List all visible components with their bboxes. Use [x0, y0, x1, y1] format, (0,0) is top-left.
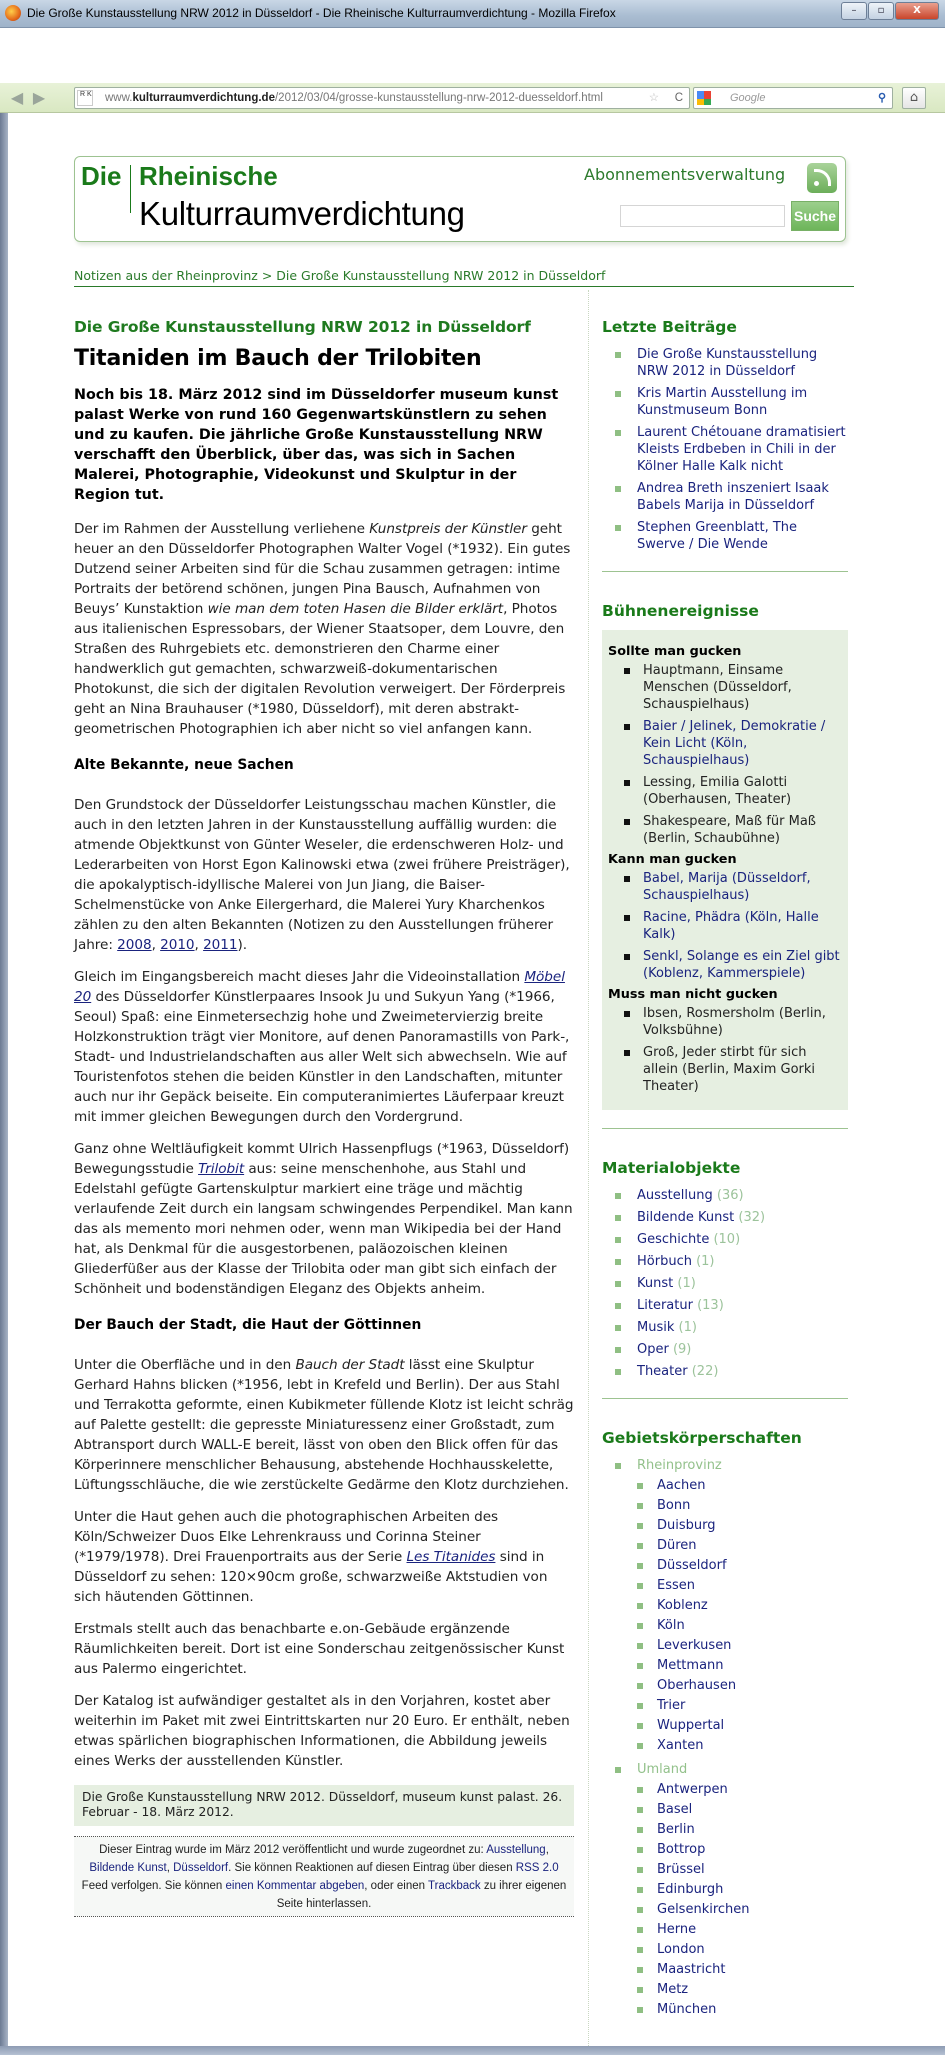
region-link[interactable]: Brüssel: [637, 1860, 848, 1880]
region-sublist: [637, 1476, 848, 1756]
logo-die[interactable]: Die: [81, 161, 122, 191]
recent-post-link[interactable]: Stephen Greenblatt, The Swerve / Die Wende: [602, 519, 848, 553]
category-item[interactable]: [602, 1341, 848, 1358]
paragraph-1: [74, 519, 574, 739]
logo-kulturraumverdichtung[interactable]: Kulturraumverdichtung: [139, 195, 465, 232]
paragraph-4: [74, 1139, 574, 1299]
event-link[interactable]: Senkl, Solange es ein Ziel gibt (Koblenz, Kammerspiele): [608, 948, 842, 982]
sidebar-separator: [588, 290, 589, 2050]
article-title: Titaniden im Bauch der Trilobiten: [74, 346, 482, 371]
breadcrumb-parent-link[interactable]: Notizen aus der Rheinprovinz: [74, 268, 258, 283]
text: ,: [194, 937, 204, 953]
bookmark-star-icon[interactable]: ☆: [648, 92, 659, 104]
site-favicon: R K: [77, 90, 93, 106]
region-sublist: [637, 1780, 848, 2020]
regions-list: [602, 1457, 848, 2020]
region-link[interactable]: Maastricht: [637, 1960, 848, 1980]
url-bar[interactable]: [74, 87, 690, 109]
region-group: [602, 1761, 848, 2020]
region-group-label[interactable]: Umland: [637, 1762, 688, 1777]
region-link[interactable]: Gelsenkirchen: [637, 1900, 848, 1920]
region-link[interactable]: Mettmann: [637, 1656, 848, 1676]
section-heading-alte-bekannte: Alte Bekannte, neue Sachen: [74, 757, 294, 773]
category-count: (1): [677, 1276, 696, 1291]
paragraph-5: [74, 1355, 574, 1495]
site-search-input[interactable]: [620, 205, 785, 227]
text: Den Grundstock der Düsseldorfer Leistungsschau machen Künstler, die auch in den letzten Jahren in der Kunstausstellung auffällig wurden: die atmende Objektkunst von Günter Weseler, die erdenschweren Holz- und Lederarbeiten von Horst Egon Kalinowski etwa (zwei frühere Preisträger), die apokalyptisch-idyllische Malerei von Jun Jiang, die Baiser-Schelmenstücke von Anke Eilergerhard, die Malerei Yury Kharchenkos zählen zu den alten Bekannten (Notizen zu den Ausstellungen früherer Jahre:: [74, 797, 570, 953]
rss-feed-link[interactable]: RSS 2.0: [515, 1862, 559, 1874]
link-les-titanides[interactable]: Les Titanides: [406, 1549, 496, 1565]
home-icon[interactable]: ⌂: [902, 87, 926, 109]
category-label[interactable]: Theater: [637, 1364, 688, 1379]
event-item: Ibsen, Rosmersholm (Berlin, Volksbühne): [608, 1005, 842, 1039]
category-item[interactable]: [602, 1319, 848, 1336]
trackback-link[interactable]: Trackback: [428, 1880, 481, 1892]
paragraph-2: [74, 795, 574, 955]
region-link[interactable]: Düsseldorf: [637, 1556, 848, 1576]
text: zu ihrer eigenen Seite hinterlassen.: [276, 1880, 567, 1910]
region-link[interactable]: München: [637, 2000, 848, 2020]
event-item: Hauptmann, Einsame Menschen (Düsseldorf, Schauspielhaus): [608, 662, 842, 713]
category-link-bildende-kunst[interactable]: Bildende Kunst: [89, 1862, 167, 1874]
toolbar-blank-area: [0, 28, 945, 83]
category-count: (36): [716, 1188, 744, 1203]
stage-events-box: [602, 630, 848, 1110]
event-item: Groß, Jeder stirbt für sich allein (Berlin, Maxim Gorki Theater): [608, 1044, 842, 1095]
event-item: Shakespeare, Maß für Maß (Berlin, Schaubühne): [608, 813, 842, 847]
category-count: (10): [713, 1232, 741, 1247]
region-link[interactable]: Bottrop: [637, 1840, 848, 1860]
region-link[interactable]: Xanten: [637, 1736, 848, 1756]
back-arrow-icon[interactable]: ◀: [10, 88, 24, 107]
maximize-button[interactable]: ▫: [868, 2, 894, 20]
post-metadata: [74, 1836, 574, 1917]
region-link[interactable]: Basel: [637, 1800, 848, 1820]
exhibition-info-box: Die Große Kunstausstellung NRW 2012. Düsseldorf, museum kunst palast. 26. Februar - 18. März 2012.: [74, 1785, 574, 1826]
category-item[interactable]: [602, 1231, 848, 1248]
category-label[interactable]: Musik: [637, 1320, 675, 1335]
recent-posts-title: Letzte Beiträge: [602, 318, 737, 336]
url-path: /2012/03/04/grosse-kunstausstellung-nrw-2012-duesseldorf.html: [274, 92, 603, 104]
text: , Photos aus italienischen Espressobars, der Wiener Staatsoper, dem Louvre, den Straßen des Ruhrgebiets etc. demonstrieren den Charme einer handwerklich gut gemachten, schwarzweiß-dokumentarischen Photokunst, die sich der digitalen Revolution verweigert. Der Förderpreis geht an Nina Brauhauser (*1980, Düsseldorf), mit deren abstrakt-geometrischen Photographien ich aber nicht so viel anfangen kann.: [74, 601, 566, 737]
close-button[interactable]: X: [895, 2, 939, 20]
region-link[interactable]: Antwerpen: [637, 1780, 848, 1800]
category-count: (32): [738, 1210, 766, 1225]
text: Feed verfolgen. Sie können: [81, 1880, 226, 1892]
url-prefix: www.: [105, 92, 133, 104]
category-label[interactable]: Bildende Kunst: [637, 1210, 735, 1225]
category-link-ausstellung[interactable]: Ausstellung: [486, 1844, 546, 1856]
emphasis: Bauch der Stadt: [295, 1357, 405, 1373]
region-link[interactable]: Edinburgh: [637, 1880, 848, 1900]
google-icon[interactable]: [697, 91, 711, 105]
text: Gleich im Eingangsbereich macht dieses Jahr die Videoinstallation: [74, 969, 525, 985]
forward-arrow-icon[interactable]: ▶: [32, 88, 46, 107]
paragraph-3: [74, 967, 574, 1127]
text: geht heuer an den Düsseldorfer Photographen Walter Vogel (*1932). Ein gutes Dutzend seiner Arbeiten sind für die Schau zusammen getragen: intime Portraits der betörend schönen, jungen Pina Bausch, Aufnahmen von Beuys’ Kunstaktion: [74, 521, 571, 617]
category-label[interactable]: Hörbuch: [637, 1254, 692, 1269]
categories-list: [602, 1187, 848, 1380]
article: [74, 318, 574, 1917]
region-group-label[interactable]: Rheinprovinz: [637, 1458, 722, 1473]
link-2008[interactable]: 2008: [117, 937, 152, 953]
recent-post-link[interactable]: Laurent Chétouane dramatisiert Kleists Erdbeben in Chili in der Kölner Halle Kalk nicht: [602, 424, 848, 475]
logo-rheinische[interactable]: Rheinische: [139, 161, 278, 191]
category-label[interactable]: Literatur: [637, 1298, 693, 1313]
category-item[interactable]: [602, 1187, 848, 1204]
category-label[interactable]: Ausstellung: [637, 1188, 713, 1203]
categories-title: Materialobjekte: [602, 1159, 741, 1177]
text: lässt eine Skulptur Gerhard Hahns blicken (*1956, lebt in Krefeld und Berlin). Der aus Stahl und Terrakotta geformte, einen Kubikmeter füllende Klotz ist leicht schräg auf Palette gestellt: die gepresste Miniaturessenz einer Großstadt, zum Abtransport durch WALL-E bereit, lässt von oben den Blick offen für das Körperinnere menschlicher Behausung, abstehende Hochhausskelette, Lüftungsschläuche, die wie zerstückelte Gedärme den Klotz durchziehen.: [74, 1357, 574, 1493]
region-link[interactable]: Wuppertal: [637, 1716, 848, 1736]
breadcrumb-current: Die Große Kunstausstellung NRW 2012 in Düsseldorf: [276, 268, 606, 283]
text: sind in Düsseldorf zu sehen: 120×90cm große, schwarzweiße Aktstudien von sich häutenden Göttinnen.: [74, 1549, 548, 1605]
logo-divider: [130, 165, 131, 213]
category-count: (1): [696, 1254, 715, 1269]
region-link[interactable]: Leverkusen: [637, 1636, 848, 1656]
text: Unter die Oberfläche und in den: [74, 1357, 296, 1373]
url-text[interactable]: [105, 88, 603, 108]
region-link[interactable]: Duisburg: [637, 1516, 848, 1536]
event-link[interactable]: Baier / Jelinek, Demokratie / Kein Licht (Köln, Schauspielhaus): [608, 718, 842, 769]
text: des Düsseldorfer Künstlerpaares Insook Ju und Sukyun Yang (*1966, Seoul) Spaß: eine Einmetersechzig hohe und Zweimetervierzig breite Holzkonstruktion trägt vier Monitore, auf denen Panoramastills von Park-, Stadt- und Industrielandschaften aus aller Welt sich abwechseln. Wie auf Touristenfotos stehen die beiden Künstler in den Landschaften, mitunter auch nur ihr Gepäck beiseite. Ein computeranimiertes Läuferpaar kreuzt mit immer gleichen Bewegungen durch den Vordergrund.: [74, 989, 570, 1125]
breadcrumb-divider: [74, 286, 854, 287]
event-link[interactable]: Racine, Phädra (Köln, Halle Kalk): [608, 909, 842, 943]
category-label[interactable]: Kunst: [637, 1276, 674, 1291]
sidebar: [602, 318, 848, 2025]
region-link[interactable]: London: [637, 1940, 848, 1960]
text: ,: [545, 1844, 549, 1856]
link-2010[interactable]: 2010: [160, 937, 195, 953]
text: ).: [237, 937, 248, 953]
category-count: (9): [672, 1342, 692, 1357]
category-item[interactable]: [602, 1253, 848, 1270]
window-bottom-frame: [0, 2046, 945, 2068]
recent-post-link[interactable]: Die Große Kunstausstellung NRW 2012 in Düsseldorf: [602, 346, 848, 380]
recent-posts-list: [602, 346, 848, 553]
events-group-heading: Kann man gucken: [608, 852, 737, 867]
category-item[interactable]: [602, 1297, 848, 1314]
region-link[interactable]: Essen: [637, 1576, 848, 1596]
events-list: [608, 870, 842, 982]
magnifier-icon[interactable]: ⚲: [877, 92, 886, 104]
search-button[interactable]: Suche: [791, 201, 839, 231]
text: , oder einen: [364, 1880, 429, 1892]
text: . Sie können Reaktionen auf diesen Eintrag über diesen: [228, 1862, 516, 1874]
window-left-frame: [0, 113, 8, 2048]
firefox-icon: [5, 5, 21, 21]
widget-divider: [602, 1128, 848, 1129]
link-2011[interactable]: 2011: [203, 937, 238, 953]
link-trilobit[interactable]: Trilobit: [198, 1161, 245, 1177]
minimize-button[interactable]: –: [841, 2, 867, 20]
regions-title: Gebietskörperschaften: [602, 1429, 802, 1447]
window-titlebar: [0, 0, 945, 28]
events-group-heading: Muss man nicht gucken: [608, 987, 778, 1002]
region-link[interactable]: Koblenz: [637, 1596, 848, 1616]
emphasis: wie man dem toten Hasen die Bilder erklärt: [207, 601, 504, 617]
region-link[interactable]: Herne: [637, 1920, 848, 1940]
text: Ganz ohne Weltläufigkeit kommt Ulrich Hassenpflugs (*1963, Düsseldorf) Bewegungsstudie: [74, 1141, 570, 1177]
event-link[interactable]: Babel, Marija (Düsseldorf, Schauspielhaus): [608, 870, 842, 904]
category-item[interactable]: [602, 1363, 848, 1380]
region-link[interactable]: Köln: [637, 1616, 848, 1636]
site-header: [74, 156, 846, 242]
rss-feed-icon[interactable]: [807, 163, 837, 193]
region-group: [602, 1457, 848, 1756]
search-placeholder: Google: [730, 92, 766, 104]
window-title: Die Große Kunstausstellung NRW 2012 in Düsseldorf - Die Rheinische Kulturraumverdichtung - Mozilla Firefox: [27, 6, 616, 20]
paragraph-8: Der Katalog ist aufwändiger gestaltet als in den Vorjahren, kostet aber weiterhin im Paket mit zwei Eintrittskarten nur 20 Euro. Er enthält, neben etwas spärlichen biographischen Informationen, die Abbildung jeweils eines Werks der ausstellenden Künstler.: [74, 1693, 570, 1769]
browser-search-bar[interactable]: [693, 87, 893, 109]
events-list: [608, 662, 842, 847]
breadcrumb-separator: >: [261, 268, 273, 283]
widget-divider: [602, 571, 848, 572]
article-kicker[interactable]: Die Große Kunstausstellung NRW 2012 in Düsseldorf: [74, 318, 531, 336]
category-item[interactable]: [602, 1209, 848, 1226]
event-item: Lessing, Emilia Galotti (Oberhausen, Theater): [608, 774, 842, 808]
paragraph-6: [74, 1507, 574, 1607]
text: Der im Rahmen der Ausstellung verliehene: [74, 521, 370, 537]
region-link[interactable]: Oberhausen: [637, 1676, 848, 1696]
region-link[interactable]: Aachen: [637, 1476, 848, 1496]
recent-post-link[interactable]: Andrea Breth inszeniert Isaak Babels Marija in Düsseldorf: [602, 480, 848, 514]
events-list: [608, 1005, 842, 1095]
navigation-toolbar: [0, 83, 945, 113]
subscription-link[interactable]: Abonnementsverwaltung: [584, 165, 786, 184]
paragraph-7: Erstmals stellt auch das benachbarte e.on-Gebäude ergänzende Räumlichkeiten bereit. Dort ist eine Sonderschau zeitgenössischer Kunst aus Palermo eingerichtet.: [74, 1621, 565, 1677]
text: ,: [166, 1862, 174, 1874]
category-label[interactable]: Geschichte: [637, 1232, 710, 1247]
text: ,: [151, 937, 161, 953]
section-heading-bauch-der-stadt: Der Bauch der Stadt, die Haut der Göttinnen: [74, 1317, 422, 1333]
category-count: (13): [697, 1298, 724, 1313]
text: Unter die Haut gehen auch die photographischen Arbeiten des Köln/Schweizer Duos Elke Lehrenkrauss und Corinna Steiner (*1979/1978). Drei Frauenportraits aus der Serie: [74, 1509, 499, 1565]
recent-post-link[interactable]: Kris Martin Ausstellung im Kunstmuseum Bonn: [602, 385, 848, 419]
category-item[interactable]: [602, 1275, 848, 1292]
widget-divider: [602, 1398, 848, 1399]
reload-icon[interactable]: C: [674, 92, 683, 104]
text: Dieser Eintrag wurde im März 2012 veröffentlicht und wurde zugeordnet zu:: [99, 1844, 487, 1856]
region-link[interactable]: Bonn: [637, 1496, 848, 1516]
events-group-heading: Sollte man gucken: [608, 644, 742, 659]
region-link[interactable]: Düren: [637, 1536, 848, 1556]
category-label[interactable]: Oper: [637, 1342, 669, 1357]
region-link[interactable]: Berlin: [637, 1820, 848, 1840]
breadcrumb: [74, 268, 605, 283]
emphasis: Kunstpreis der Künstler: [369, 521, 527, 537]
url-domain: kulturraumverdichtung.de: [132, 92, 275, 104]
region-link[interactable]: Metz: [637, 1980, 848, 2000]
category-count: (1): [678, 1320, 697, 1335]
category-link-duesseldorf[interactable]: Düsseldorf: [173, 1862, 229, 1874]
comment-link[interactable]: einen Kommentar abgeben: [225, 1880, 365, 1892]
category-count: (22): [691, 1364, 719, 1379]
stage-events-title: Bühnenereignisse: [602, 602, 759, 620]
region-link[interactable]: Trier: [637, 1696, 848, 1716]
article-lead: Noch bis 18. März 2012 sind im Düsseldorfer museum kunst palast Werke von rund 160 Gegenwartskünstlern zu sehen und zu kaufen. Die jährliche Große Kunstausstellung NRW verschafft den Überblick, über das, was sich in Sachen Malerei, Photographie, Videokunst und Skulptur in der Region tut.: [74, 387, 559, 503]
text: aus: seine menschenhohe, aus Stahl und Edelstahl gefügte Gartenskulptur markiert eine träge und mächtig verlaufende Zeit durch ein langsam schwingendes Perpendikel. Man kann das als memento mori nehmen oder, wenn man Wikipedia bei der Hand hat, als Denkmal für die ausgestorbenen, paläozoischen kleinen Gliederfüßer aus der Klasse der Trilobita oder man gibt sich einfach der Schönheit und bodenständigen Eleganz des Objekts anheim.: [74, 1161, 573, 1297]
link-moebel-20[interactable]: Möbel 20: [74, 969, 565, 1005]
